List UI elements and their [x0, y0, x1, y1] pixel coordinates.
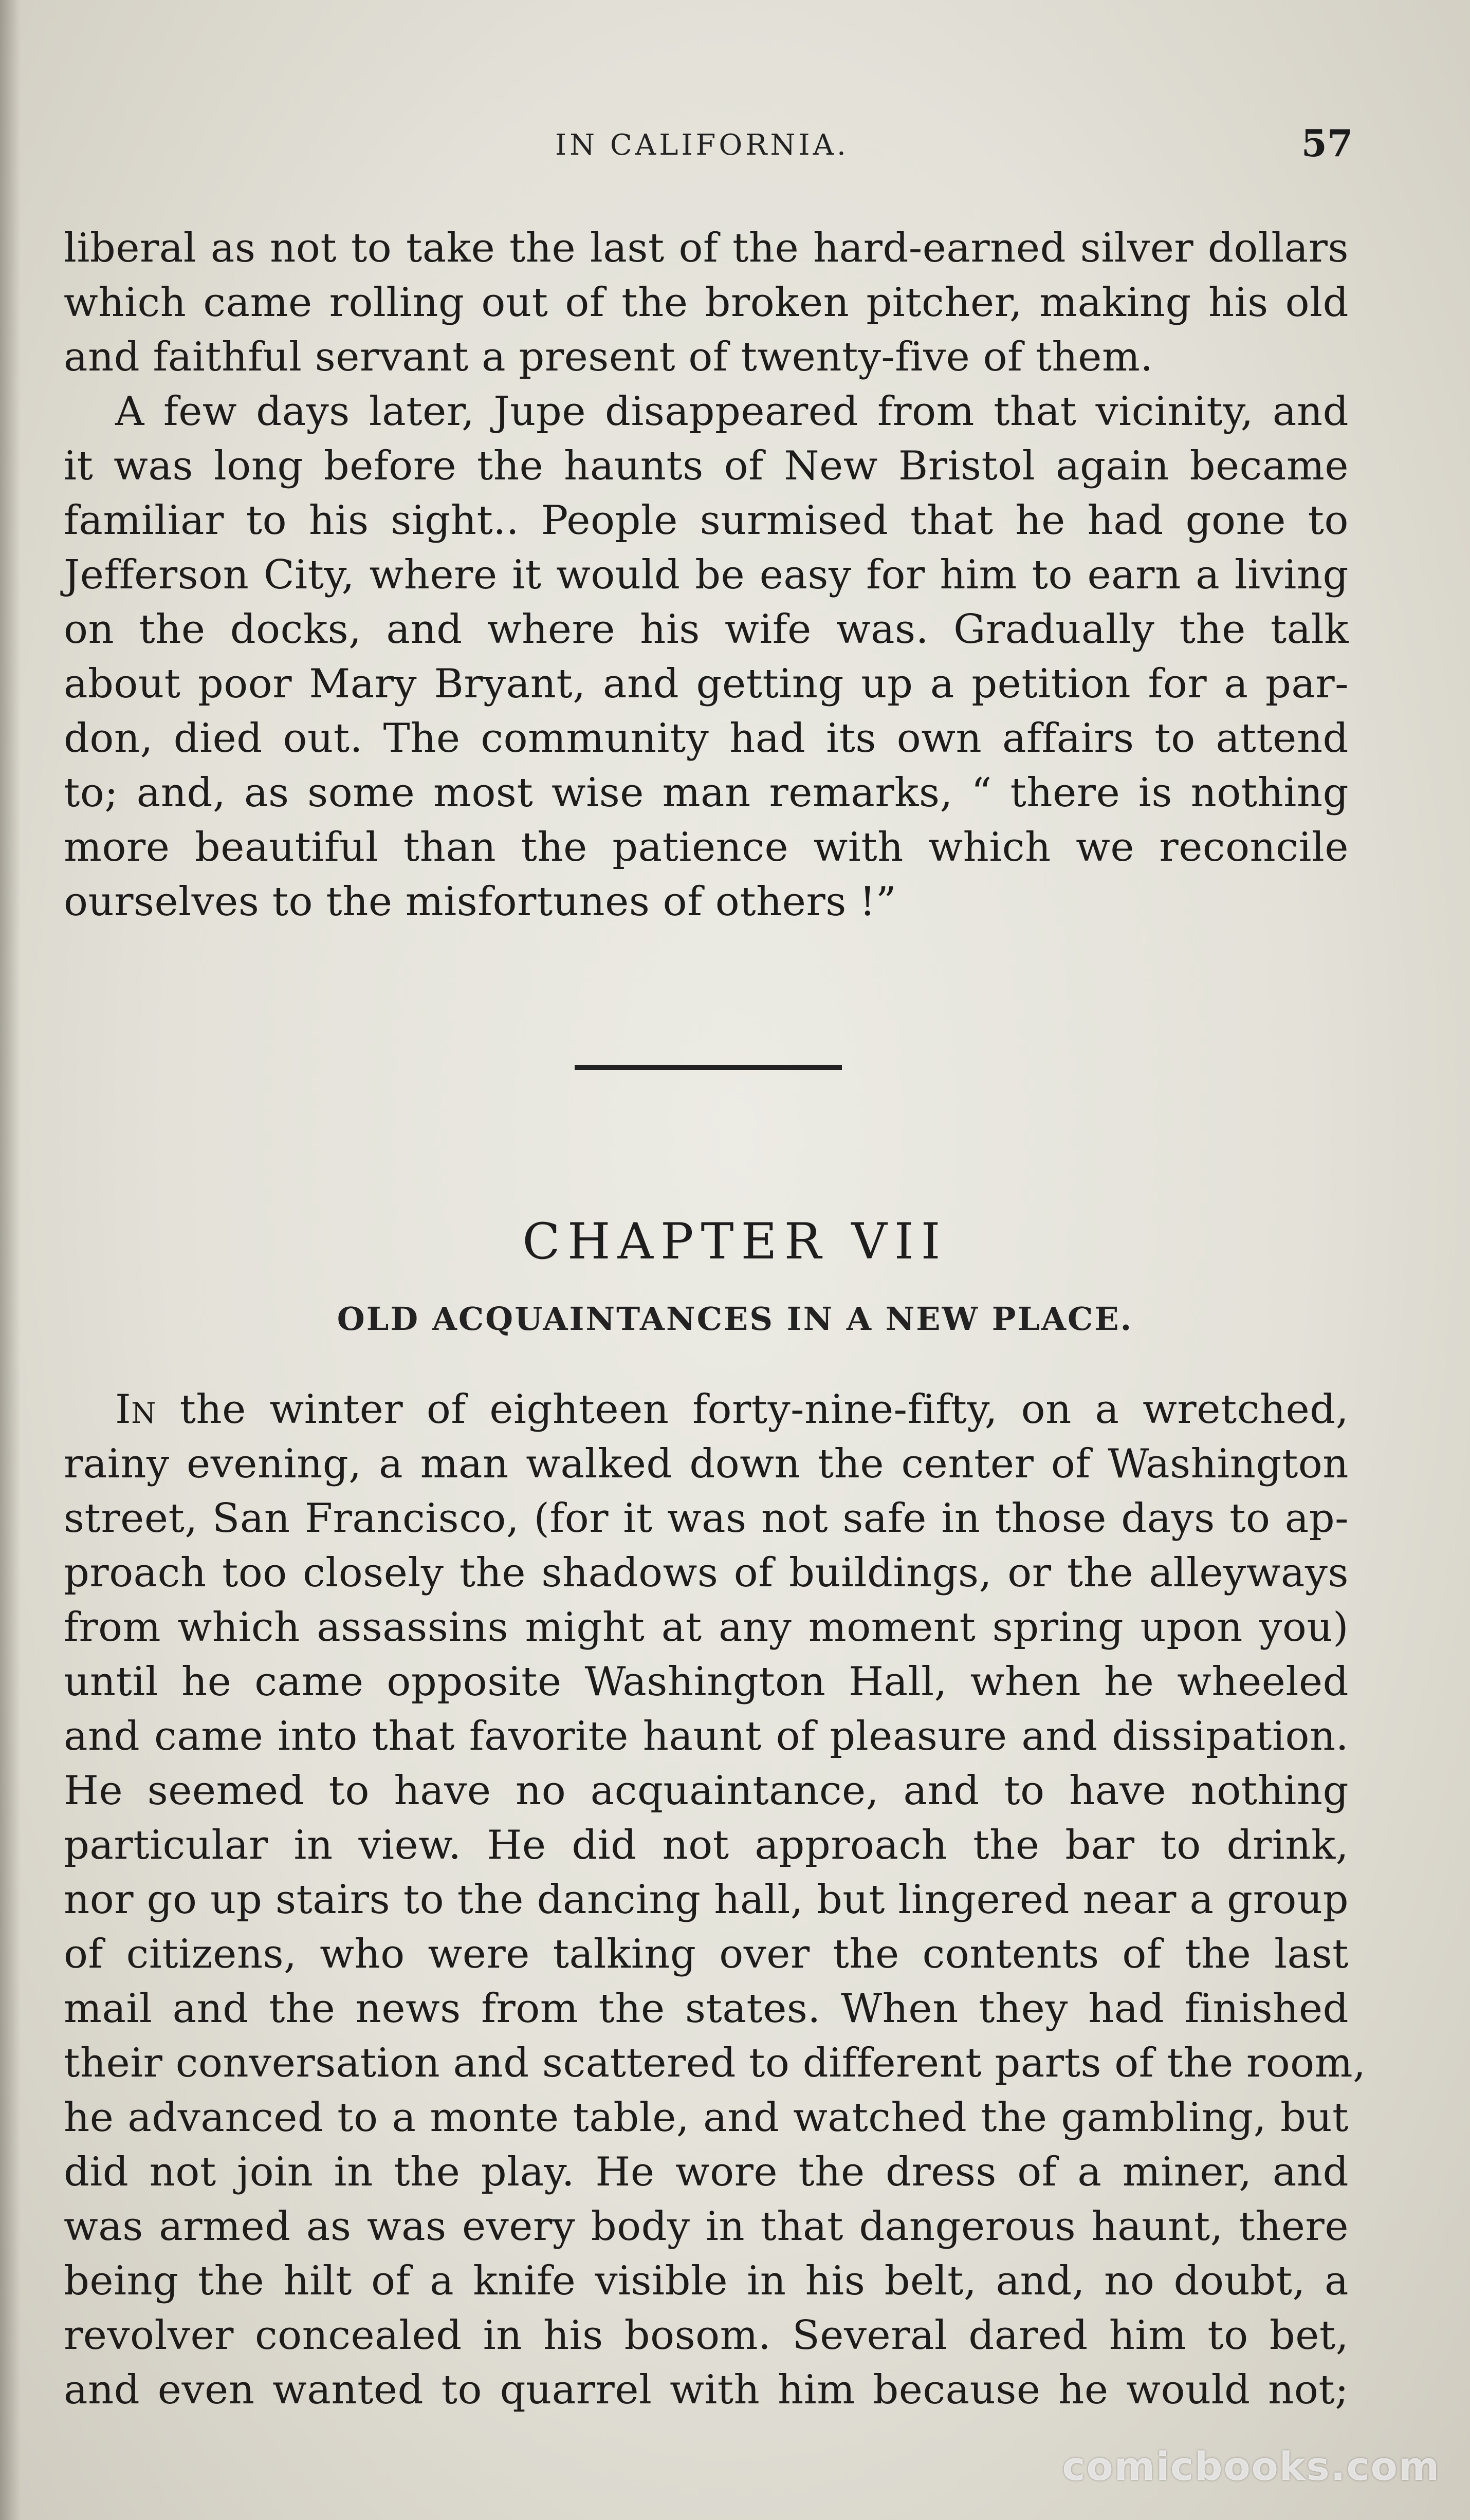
text-line: He seemed to have no acquaintance, and to have nothing	[64, 1768, 1349, 1814]
text-line: and even wanted to quarrel with him because he would not;	[64, 2367, 1349, 2413]
text-line: he advanced to a monte table, and watched the gambling, but	[64, 2095, 1349, 2141]
chapter-body-text	[64, 1382, 1366, 2417]
text-line: ourselves to the misfortunes of others !”	[64, 879, 897, 925]
text-line: was armed as was every body in that dangerous haunt, there	[64, 2203, 1349, 2250]
watermark-logo: comicbooks.com	[1062, 2443, 1440, 2489]
text-line: it was long before the haunts of New Bristol again became	[64, 443, 1349, 489]
text-line: until he came opposite Washington Hall, when he wheeled	[64, 1659, 1349, 1705]
running-head: IN CALIFORNIA.	[555, 128, 849, 162]
text-line: about poor Mary Bryant, and getting up a petition for a par-	[64, 661, 1349, 707]
text-line: being the hilt of a knife visible in his belt, and, no doubt, a	[64, 2258, 1349, 2304]
text-line: liberal as not to take the last of the hard-earned silver dollars	[64, 225, 1349, 271]
text-line: more beautiful than the patience with which we reconcile	[64, 824, 1349, 870]
text-line: and came into that favorite haunt of pleasure and dissipation.	[64, 1713, 1349, 1759]
chapter-subtitle: OLD ACQUAINTANCES IN A NEW PLACE.	[337, 1300, 1133, 1338]
first-line-rest: the winter of eighteen forty-nine-fifty, on a wretched,	[156, 1386, 1349, 1433]
text-line: did not join in the play. He wore the dress of a miner, and	[64, 2149, 1349, 2195]
text-line: mail and the news from the states. When they had finished	[64, 1986, 1349, 2032]
text-line: of citizens, who were talking over the contents of the last	[64, 1931, 1349, 1977]
text-line: revolver concealed in his bosom. Several dared him to bet,	[64, 2312, 1349, 2359]
continuation-text	[64, 221, 1349, 929]
text-line: A few days later, Jupe disappeared from that vicinity, and	[115, 388, 1349, 435]
text-line: which came rolling out of the broken pitcher, making his old	[64, 280, 1349, 326]
page-number: 57	[1301, 121, 1353, 165]
text-line: from which assassins might at any moment spring upon you)	[64, 1604, 1349, 1651]
text-line: proach too closely the shadows of buildings, or the alleyways	[64, 1550, 1349, 1596]
text-line: and faithful servant a present of twenty-five of them.	[64, 334, 1153, 380]
text-line: rainy evening, a man walked down the center of Washington	[64, 1441, 1349, 1487]
chapter-first-line	[64, 1382, 1349, 1437]
text-line: particular in view. He did not approach the bar to drink,	[64, 1822, 1349, 1868]
chapter-title: CHAPTER VII	[522, 1213, 948, 1270]
text-line: don, died out. The community had its own affairs to attend	[64, 715, 1349, 762]
text-line: on the docks, and where his wife was. Gradually the talk	[64, 606, 1349, 653]
text-line: street, San Francisco, (for it was not safe in those days to ap-	[64, 1495, 1349, 1542]
text-line: their conversation and scattered to different parts of the room,	[64, 2040, 1366, 2086]
text-line: nor go up stairs to the dancing hall, but lingered near a group	[64, 1877, 1349, 1923]
text-line: to; and, as some most wise man remarks, “ there is nothing	[64, 770, 1349, 816]
section-divider-rule	[575, 1065, 842, 1070]
text-line: Jefferson City, where it would be easy for him to earn a living	[64, 552, 1349, 598]
opening-word: In	[115, 1386, 156, 1433]
text-line: familiar to his sight.. People surmised that he had gone to	[64, 497, 1349, 544]
